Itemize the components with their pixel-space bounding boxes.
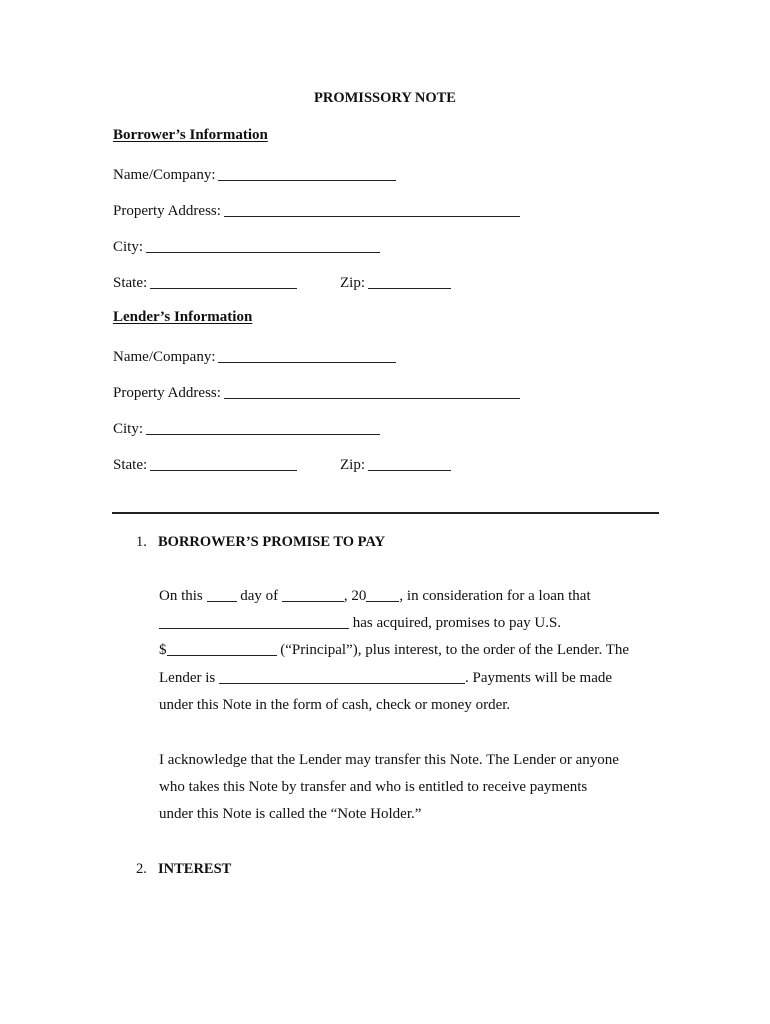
para-text: Lender is <box>159 669 219 686</box>
lender-zip-blank[interactable] <box>368 456 451 471</box>
para-1-line-3 <box>159 637 669 664</box>
para-text: $ <box>159 642 167 659</box>
lender-address-field <box>113 382 520 402</box>
section-1-paragraph-1 <box>159 583 669 719</box>
borrower-state-field <box>113 272 297 292</box>
lender-heading: Lender’s Information <box>113 309 253 325</box>
borrower-city-blank[interactable] <box>146 238 380 253</box>
lender-zip-label: Zip: <box>340 457 365 473</box>
lender-address-label: Property Address: <box>113 385 221 401</box>
borrower-name-field <box>113 164 396 184</box>
document-title: PROMISSORY NOTE <box>314 90 456 106</box>
borrower-heading: Borrower’s Information <box>113 127 268 143</box>
borrower-address-field <box>113 200 520 220</box>
para-text: has acquired, promises to pay U.S. <box>349 615 562 632</box>
year-blank[interactable] <box>366 588 399 602</box>
lender-address-blank[interactable] <box>224 384 520 399</box>
para-text: day of <box>236 588 282 604</box>
borrower-state-blank[interactable] <box>150 274 297 289</box>
para-text: , in consideration for a loan that <box>399 588 591 604</box>
lender-state-blank[interactable] <box>150 456 297 471</box>
section-divider <box>112 512 659 514</box>
borrower-city-label: City: <box>113 239 144 255</box>
section-1-heading <box>136 534 385 551</box>
para-1-line-4 <box>159 665 669 692</box>
para-2-line-1: I acknowledge that the Lender may transfer this Note. The Lender or anyone <box>159 752 619 768</box>
section-2-heading <box>136 861 231 878</box>
lender-city-label: City: <box>113 421 144 437</box>
para-1-line-5: under this Note in the form of cash, check or money order. <box>159 696 511 713</box>
section-2-title: INTEREST <box>158 861 232 877</box>
borrower-state-label: State: <box>113 275 148 291</box>
para-text: (“Principal”), plus interest, to the order of the Lender. The <box>276 642 630 659</box>
para-text: On this <box>159 588 207 604</box>
para-2-line-2: who takes this Note by transfer and who is entitled to receive payments <box>159 779 588 796</box>
lender-state-label: State: <box>113 457 148 473</box>
para-1-line-1 <box>159 583 669 610</box>
para-1-line-2 <box>159 610 669 637</box>
lender-name-blank[interactable] <box>218 348 396 363</box>
borrower-name-blank[interactable] <box>218 166 396 181</box>
month-blank[interactable] <box>282 588 344 602</box>
lender-city-blank[interactable] <box>146 420 380 435</box>
borrower-name-inline-blank[interactable] <box>159 615 349 629</box>
borrower-zip-field <box>340 272 451 292</box>
borrower-address-label: Property Address: <box>113 203 221 219</box>
principal-amount-blank[interactable] <box>167 642 277 656</box>
borrower-zip-blank[interactable] <box>368 274 451 289</box>
lender-name-label: Name/Company: <box>113 349 216 365</box>
lender-name-field <box>113 346 396 366</box>
section-1-title: BORROWER’S PROMISE TO PAY <box>158 534 386 550</box>
borrower-name-label: Name/Company: <box>113 167 216 183</box>
section-2-number: 2. <box>136 861 147 877</box>
lender-state-field <box>113 454 297 474</box>
lender-zip-field <box>340 454 451 474</box>
lender-name-inline-blank[interactable] <box>219 670 465 684</box>
section-1-paragraph-2 <box>159 747 679 829</box>
para-2-line-3: under this Note is called the “Note Holder.” <box>159 806 422 823</box>
para-text: . Payments will be made <box>464 669 613 686</box>
lender-city-field <box>113 418 380 438</box>
para-text: , 20 <box>343 588 367 604</box>
section-1-number: 1. <box>136 534 147 550</box>
day-blank[interactable] <box>207 588 237 602</box>
borrower-city-field <box>113 236 380 256</box>
borrower-zip-label: Zip: <box>340 275 365 291</box>
borrower-address-blank[interactable] <box>224 202 520 217</box>
